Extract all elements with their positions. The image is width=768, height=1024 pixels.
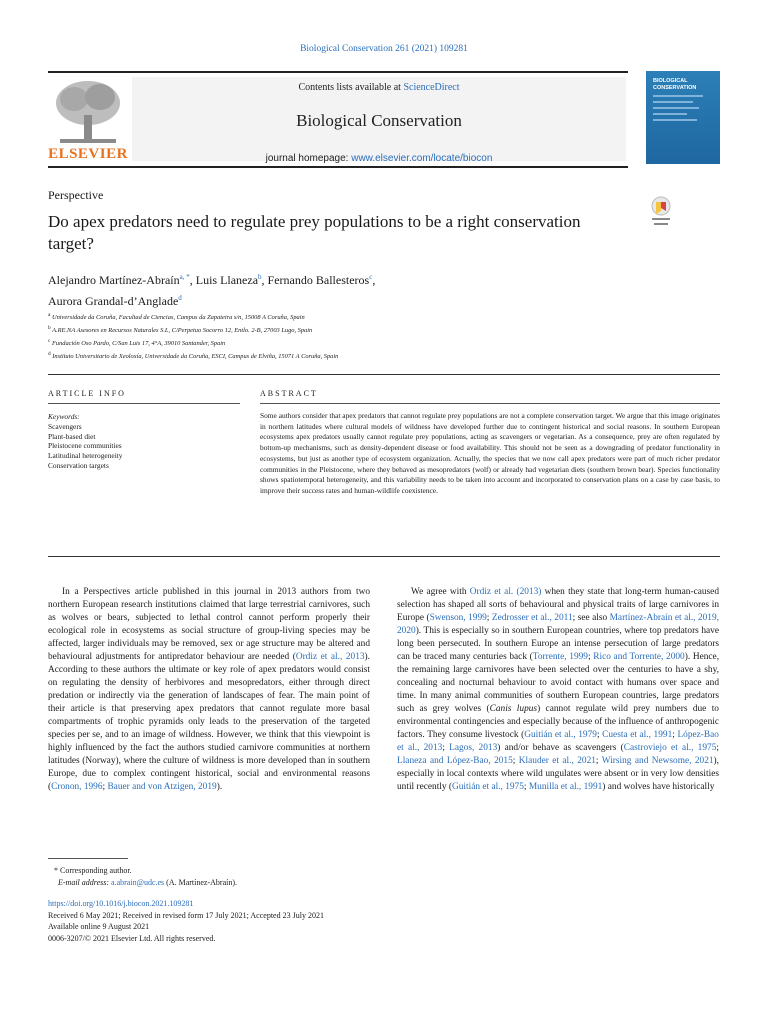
affiliation: [48, 310, 608, 323]
body-text: We agree with: [411, 587, 470, 597]
abstract-heading: ABSTRACT: [260, 389, 318, 398]
citation-link[interactable]: Guitián et al., 1979: [524, 730, 597, 740]
divider: [48, 556, 720, 557]
citation-link[interactable]: Lagos, 2013: [449, 743, 498, 753]
body-text: ). This is especially so in southern European countries, where top predators have long been persecuted. In southern Europe an intense persecution of large predators can be traced many centuries back (: [397, 626, 719, 662]
keywords-block: [48, 412, 240, 471]
received-dates: Received 6 May 2021; Received in revised form 17 July 2021; Accepted 23 July 2021: [48, 910, 324, 920]
keyword: Plant-based diet: [48, 431, 96, 441]
citation-link[interactable]: Wirsing and Newsome, 2021: [601, 756, 714, 766]
author-name[interactable]: Luis Llaneza: [195, 273, 259, 287]
body-text: ;: [442, 743, 450, 753]
citation-link[interactable]: Ordiz et al., 2013: [295, 652, 365, 662]
keyword: Conservation targets: [48, 460, 109, 470]
body-text: In a Perspectives article published in this journal in 2013 authors from two northern European research institutions claimed that large terrestrial carnivores, such as wolves or bears, subjected to lethal control cannot perform properly their ecological role in ecosystems as social structure of group-living species may be affected, larger individuals may be removed, sex or age structure may be altered and behavioural adjustments for antipredator behaviour are needed (: [48, 587, 370, 662]
check-updates-icon: [644, 195, 678, 229]
author-list: [48, 268, 608, 310]
copyright: 0006-3207/© 2021 Elsevier Ltd. All rights reserved.: [48, 933, 216, 943]
body-column-right: [397, 586, 719, 794]
author-separator: ,: [261, 273, 268, 287]
body-text: ). Hence, the remaining large carnivores have been selected over the centuries to have a shy, concealing and nocturnal behaviour to avoid contact with humans over space and time. In many animal communities of southern European countries, large predators such as grey wolves (: [397, 652, 720, 714]
body-text: ).: [216, 782, 223, 792]
corresponding-note: * Corresponding author.: [48, 866, 132, 875]
cover-decoration: [653, 95, 713, 135]
cover-title: BIOLOGICAL CONSERVATION: [653, 78, 697, 91]
article-meta: [48, 898, 448, 944]
author-affiliation-mark[interactable]: b: [258, 273, 262, 281]
journal-info-box: [132, 77, 626, 164]
keyword: Scavengers: [48, 421, 82, 431]
citation-link[interactable]: Castroviejo et al., 1975: [623, 743, 717, 753]
homepage-prefix: journal homepage:: [265, 153, 352, 164]
body-text: ;: [595, 756, 602, 766]
masthead: [48, 71, 628, 168]
keywords-list: [48, 422, 240, 471]
affiliation-text: Instituto Universitario de Xeoloxía, Universidade da Coruña, ESCI, Campus de Elviña, 15071 A Coruña, Spain: [50, 353, 339, 361]
divider: [260, 403, 720, 404]
citation-link[interactable]: Bauer and von Atzigen, 2019: [107, 782, 217, 792]
body-column-left: [48, 586, 370, 794]
body-text: ;: [102, 782, 108, 792]
body-text: ) and/or behave as scavengers (: [497, 743, 624, 753]
affiliation: [48, 349, 608, 362]
tree-icon: [54, 79, 122, 145]
journal-cover-thumbnail[interactable]: [646, 71, 720, 164]
footnote-divider: [48, 858, 128, 859]
body-text: ;: [716, 743, 719, 753]
keyword: Pleistocene communities: [48, 441, 122, 451]
contents-prefix: Contents lists available at: [298, 82, 404, 93]
affiliation-mark: b: [48, 325, 51, 332]
author-affiliation-mark[interactable]: a, *: [179, 273, 190, 281]
email-link[interactable]: a.abrain@udc.es: [111, 878, 165, 887]
homepage-link[interactable]: www.elsevier.com/locate/biocon: [351, 153, 493, 164]
affiliation: [48, 336, 608, 349]
citation-link[interactable]: Rico and Torrente, 2000: [593, 652, 685, 662]
corresponding-label: Corresponding author.: [60, 866, 132, 875]
divider: [48, 403, 240, 404]
abstract-text: Some authors consider that apex predators that cannot regulate prey populations are not a complete conservation target. We argue that this image originates in northern latitudes where cultural models of wildness have developed further due to contingent historical and social reasons. In southern European ecosystems apex predators usually cannot regulate prey populations, acting as scavengers or vegetarian. As a consequence, prey are often regulated by bottom-up mechanisms, such as density-dependent disease or food availability. This should not be seen as a downgrading of predator functionality in ecosystems, but just as another type of ecosystem organization. Actually, the species that we now call apex predators were part of much richer predator communities in the Pleistocene, where they behaved as mesopredators (wolf) or already had vegetarian diets (southern brown bear). Species functionality shows spatiotemporal heterogeneity, and this variability needs to be taken into account and incorporated to conservation plans on a case by case basis, to improve their success rates and human-wildlife coexistence.: [260, 411, 720, 495]
sciencedirect-link[interactable]: ScienceDirect: [403, 82, 460, 93]
email-label: E-mail address:: [58, 878, 112, 887]
affiliation-text: Universidade da Coruña, Facultad de Ciencias, Campus da Zapateira s/n, 15008 A Coruña, Spain: [50, 314, 305, 322]
author-name[interactable]: Aurora Grandal-d’Anglade: [48, 294, 179, 308]
body-text: ) cannot regulate wild prey numbers due to environmental contingencies and especially because of the influence of anthropogenic factors. They consume livestock (: [397, 704, 719, 740]
author-name[interactable]: Alejandro Martínez-Abraín: [48, 273, 180, 287]
keywords-label: Keywords:: [48, 412, 80, 421]
check-for-updates-badge[interactable]: [644, 195, 678, 229]
article-info-heading: ARTICLE INFO: [48, 389, 126, 398]
divider: [48, 374, 720, 375]
citation-link[interactable]: Zedrosser et al., 2011: [491, 613, 573, 623]
citation-link[interactable]: Munilla et al., 1991: [528, 782, 603, 792]
body-text: ) and wolves have historically: [602, 782, 715, 792]
article-type: Perspective: [48, 188, 104, 202]
available-date: Available online 9 August 2021: [48, 922, 150, 931]
journal-homepage: [132, 153, 626, 164]
author-separator: ,: [372, 273, 376, 287]
author-affiliation-mark[interactable]: d: [178, 294, 182, 302]
body-text: ;: [486, 613, 492, 623]
body-text: ), especially in local contexts where wild ungulates were absent or in very low densities until recently (: [397, 756, 719, 792]
affiliation-mark: a: [48, 312, 51, 318]
body-text: ;: [512, 756, 519, 766]
journal-citation[interactable]: Biological Conservation 261 (2021) 109281: [300, 44, 468, 54]
author-affiliation-mark[interactable]: c: [369, 273, 373, 281]
elsevier-logo: [48, 79, 128, 163]
citation-link[interactable]: Torrente, 1999: [532, 652, 588, 662]
affiliation-text: Fundación Oso Pardo, C/San Luis 17, 4°A, 39010 Santander, Spain: [50, 340, 226, 348]
email-owner: (A. Martínez-Abraín).: [164, 878, 238, 887]
contents-line: [132, 82, 626, 93]
journal-title: Biological Conservation: [296, 111, 462, 130]
citation-link[interactable]: Ordiz et al. (2013): [469, 587, 542, 597]
body-text: ). According to these authors the ultimate or key role of apex predators would consist on regulating the density of herbivores and mesopredators, either through direct predation or indirectly via the generation of landscapes of fear. The main point of their article is that preserving apex predators that cannot regulate more basal compartments of trophic pyramids only leads to the preservation of the targeted species per se, and to an image of wildness. However, we think that this viewpoint is highly influenced by the fact the authors studied carnivore communities at northern latitudes (Norway), where the culture of wildness is more developed than in southern Europe, due to complex contingent historical, social and environmental reasons (: [48, 652, 370, 792]
citation-link[interactable]: Cronon, 1996: [51, 782, 103, 792]
affiliation-text: A.RE.NA Asesores en Recursos Naturales S.L, C/Perpetuo Socorro 12, Entlo. 2-B, 27003 Lugo, Spain: [50, 327, 313, 335]
author-name[interactable]: Fernando Ballesteros: [267, 273, 370, 287]
citation-link[interactable]: López-Bao et al., 2013: [397, 730, 719, 753]
affiliation-mark: d: [48, 351, 51, 358]
affiliation-mark: c: [48, 338, 51, 345]
affiliations: [48, 310, 608, 363]
elsevier-wordmark: ELSEVIER: [48, 146, 128, 162]
citation-link[interactable]: Klauder et al., 2021: [518, 756, 596, 766]
footnotes: [48, 865, 378, 889]
affiliation: [48, 323, 608, 336]
italic-term: Canis lupus: [489, 704, 538, 714]
email-note: [48, 877, 378, 889]
body-paragraph: [48, 586, 370, 794]
body-text: ; see also: [572, 613, 610, 623]
citation-link[interactable]: Llaneza and López-Bao, 2015: [397, 756, 513, 766]
body-text: ;: [672, 730, 678, 740]
keyword: Latitudinal heterogeneity: [48, 451, 123, 461]
doi-link[interactable]: https://doi.org/10.1016/j.biocon.2021.109281: [48, 899, 194, 908]
author-separator: ,: [189, 273, 196, 287]
citation-link[interactable]: Guitián et al., 1975: [452, 782, 524, 792]
body-text: ;: [587, 652, 594, 662]
body-text: when they state that long-term human-caused selection has shaped all sorts of behavioural and physical traits of large carnivores in Europe (: [397, 587, 719, 623]
body-text: ;: [523, 782, 529, 792]
citation-link[interactable]: Martínez-Abraín et al., 2019, 2020: [397, 613, 719, 636]
article-title: Do apex predators need to regulate prey populations to be a right conservation target?: [48, 212, 581, 253]
citation-link[interactable]: Swenson, 1999: [429, 613, 487, 623]
body-paragraph: [397, 586, 719, 794]
body-text: ;: [596, 730, 603, 740]
citation-link[interactable]: Cuesta et al., 1991: [602, 730, 673, 740]
